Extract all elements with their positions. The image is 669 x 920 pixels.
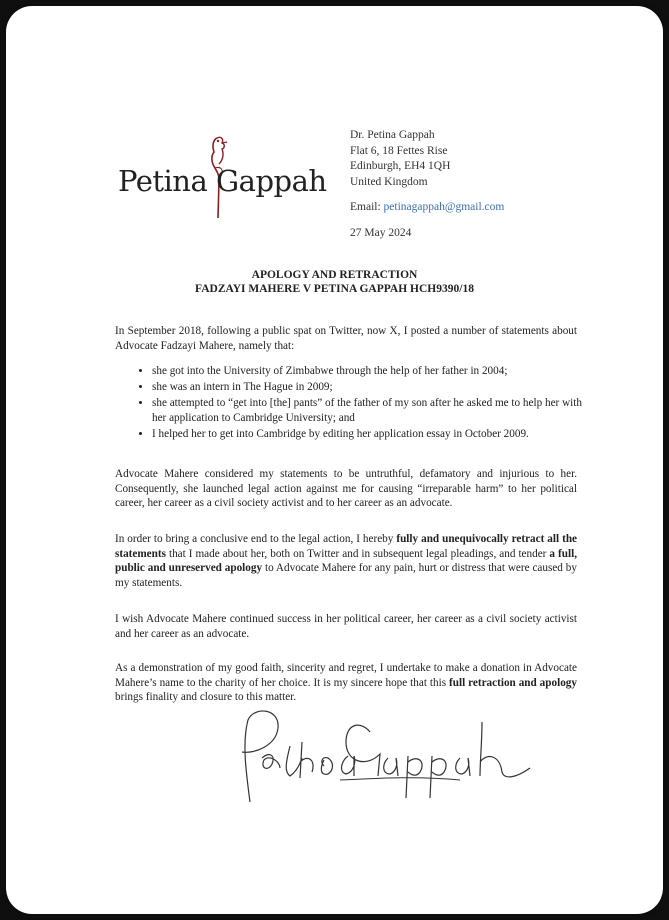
paragraph-2: Advocate Mahere considered my statements to be untruthful, defamatory and injurious to her. Consequently, she launched legal action against me for causing “irreparable harm” to her political career, her career as a civil society activist and to her career as an advocate. [115, 468, 577, 509]
email-label: Email: [350, 201, 381, 213]
text-span: In order to bring a conclusive end to the legal action, I hereby [115, 533, 397, 545]
logo-text: Petina Gappah [118, 164, 327, 198]
text-span: to Advocate Mahere for any pain, hurt or distress that were caused by my statements. [115, 562, 577, 589]
letter-date: 27 May 2024 [350, 227, 412, 239]
bold-span: full retraction and apology [449, 676, 577, 689]
address-line: Dr. Petina Gappah [350, 129, 435, 141]
title-line-2: FADZAYI MAHERE V PETINA GAPPAH HCH9390/18 [195, 283, 474, 295]
paragraph-4: I wish Advocate Mahere continued success in her political career, her career as a civil society activist and her career as an advocate. [115, 613, 577, 640]
text-span: that I made about her, both on Twitter and in subsequent legal pleadings, and tender [165, 547, 550, 560]
list-item: • she attempted to “get into [the] pants” of the father of my son after he asked me to help her with her application to Cambridge University; and [152, 396, 592, 425]
handwritten-signature [220, 702, 550, 810]
text-span: brings finality and closure to this matter. [115, 691, 297, 703]
letter-page [6, 6, 663, 914]
title-line-1: APOLOGY AND RETRACTION [251, 269, 418, 281]
paragraph-5 [115, 661, 577, 705]
statement-list [132, 364, 592, 443]
email-link[interactable]: petinagappah@gmail.com [383, 201, 505, 213]
paragraph-3 [115, 532, 577, 590]
bold-span: fully and unequivocally retract all the statements [115, 533, 578, 560]
list-item: • I helped her to get into Cambridge by editing her application essay in October 2009. [152, 427, 592, 442]
address-line: Flat 6, 18 Fettes Rise [350, 144, 448, 157]
list-item: • she got into the University of Zimbabwe through the help of her father in 2004; [152, 364, 592, 379]
sender-address [350, 128, 450, 190]
address-line: Edinburgh, EH4 1QH [350, 160, 451, 172]
email-line [350, 201, 504, 213]
intro-paragraph: In September 2018, following a public spat on Twitter, now X, I posted a number of statements about Advocate Fadzayi Mahere, namely that: [115, 325, 577, 352]
text-span: As a demonstration of my good faith, sincerity and regret, I undertake to make a donation in Advocate Mahere’s name to the charity of her choice. It is my sincere hope that this [115, 662, 577, 689]
bold-span: a full, public and unreserved apology [115, 547, 577, 574]
list-item: • she was an intern in The Hague in 2009; [152, 380, 592, 395]
address-line: United Kingdom [350, 175, 428, 188]
